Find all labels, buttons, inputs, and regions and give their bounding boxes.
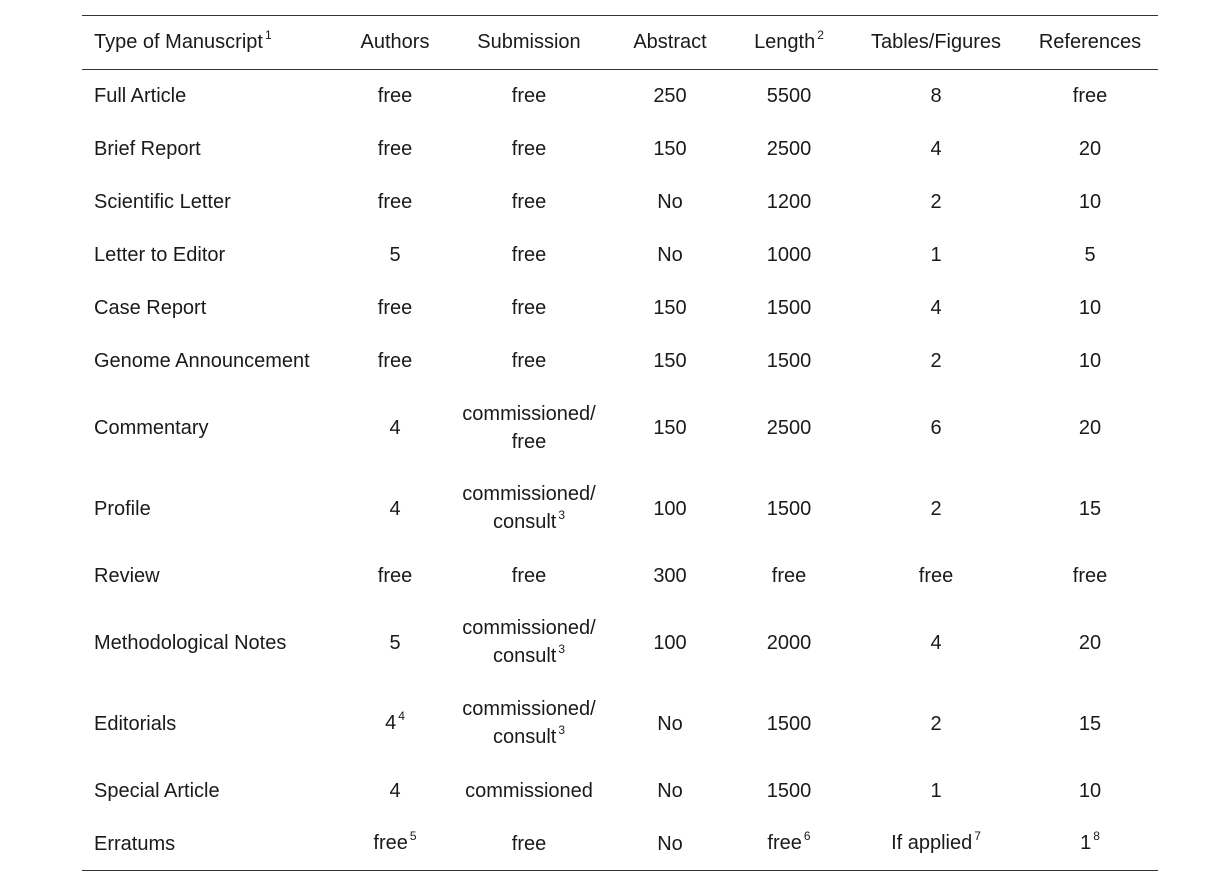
table-cell bbox=[446, 550, 612, 603]
table-cell bbox=[1022, 765, 1158, 818]
table-cell bbox=[344, 550, 446, 603]
table-header bbox=[82, 16, 1158, 70]
column-header bbox=[446, 16, 612, 70]
cell-text: 1500 bbox=[766, 498, 812, 520]
table-cell bbox=[612, 550, 728, 603]
manuscript-type-cell bbox=[82, 123, 344, 176]
cell-line: commissioned/ bbox=[462, 698, 596, 720]
table-cell bbox=[728, 70, 850, 123]
cell-text: No bbox=[657, 191, 683, 213]
cell-text: 2500 bbox=[766, 417, 812, 439]
cell-text: commissioned bbox=[465, 780, 593, 802]
cell-text: 2500 bbox=[766, 138, 812, 160]
cell-line-text: consult bbox=[492, 726, 557, 748]
table-cell bbox=[1022, 469, 1158, 550]
cell-text: Commentary bbox=[94, 417, 209, 439]
cell-text: free bbox=[511, 191, 547, 213]
cell-line: commissioned/ bbox=[462, 403, 596, 425]
cell-text: 1 bbox=[930, 780, 942, 802]
cell-text: 100 bbox=[653, 498, 687, 520]
table-cell bbox=[446, 388, 612, 469]
cell-text: 2 bbox=[930, 713, 942, 735]
table-cell bbox=[344, 176, 446, 229]
table-cell bbox=[612, 765, 728, 818]
column-header-label: Abstract bbox=[633, 31, 707, 53]
cell-text: free bbox=[1072, 85, 1108, 108]
manuscript-type-cell bbox=[82, 765, 344, 818]
cell-text: 10 bbox=[1078, 350, 1102, 372]
table-row bbox=[82, 388, 1158, 469]
manuscript-type-cell bbox=[82, 388, 344, 469]
cell-text: 1500 bbox=[766, 297, 812, 319]
table-cell bbox=[1022, 684, 1158, 765]
table-cell bbox=[446, 70, 612, 123]
table-cell bbox=[850, 282, 1022, 335]
table-cell bbox=[728, 469, 850, 550]
cell-text: No bbox=[657, 713, 683, 735]
table-cell bbox=[344, 388, 446, 469]
table-cell bbox=[612, 388, 728, 469]
cell-text: 4 bbox=[930, 297, 942, 319]
column-header-label: References bbox=[1038, 31, 1142, 53]
cell-text: Erratums bbox=[94, 832, 176, 855]
cell-text: free bbox=[767, 831, 802, 854]
cell-text: Full Article bbox=[94, 85, 187, 108]
table-cell bbox=[446, 603, 612, 684]
cell-text: No bbox=[657, 832, 683, 855]
table-row bbox=[82, 684, 1158, 765]
footnote-marker: 4 bbox=[398, 709, 405, 723]
manuscript-type-cell bbox=[82, 469, 344, 550]
footnote-marker: 5 bbox=[409, 828, 417, 843]
table-cell bbox=[850, 469, 1022, 550]
table-cell bbox=[612, 229, 728, 282]
cell-text: free bbox=[511, 832, 547, 855]
cell-text: 2 bbox=[930, 191, 942, 213]
table-row bbox=[82, 765, 1158, 818]
cell-text: 4 bbox=[930, 138, 942, 160]
column-header-label: Tables/Figures bbox=[870, 31, 1002, 53]
cell-text: free bbox=[1072, 565, 1108, 587]
cell-text: Scientific Letter bbox=[94, 191, 231, 213]
manuscript-type-cell bbox=[82, 176, 344, 229]
cell-text: 15 bbox=[1078, 713, 1102, 735]
cell-text: Review bbox=[94, 565, 160, 587]
table-cell bbox=[728, 123, 850, 176]
table-cell bbox=[446, 176, 612, 229]
table-cell bbox=[446, 684, 612, 765]
cell-text: Letter to Editor bbox=[94, 244, 226, 266]
manuscript-type-cell bbox=[82, 550, 344, 603]
cell-text: free bbox=[377, 297, 413, 319]
table-cell bbox=[728, 176, 850, 229]
footnote-marker: 3 bbox=[558, 508, 566, 522]
cell-line-text: free bbox=[511, 431, 547, 453]
table-cell bbox=[344, 765, 446, 818]
table-cell bbox=[1022, 550, 1158, 603]
column-header bbox=[728, 16, 850, 70]
cell-text: free bbox=[918, 565, 954, 587]
cell-text: 1500 bbox=[766, 713, 812, 735]
cell-text: free bbox=[377, 138, 413, 160]
cell-text: 2 bbox=[930, 350, 942, 372]
cell-text: 150 bbox=[653, 138, 687, 160]
table-row bbox=[82, 70, 1158, 123]
cell-line-2 bbox=[462, 508, 595, 538]
cell-text: 2000 bbox=[766, 632, 812, 654]
cell-text: free bbox=[377, 191, 413, 213]
table-cell bbox=[344, 123, 446, 176]
table-cell bbox=[612, 684, 728, 765]
table-cell bbox=[728, 765, 850, 818]
cell-text: 15 bbox=[1078, 498, 1102, 520]
cell-text: free bbox=[511, 85, 547, 108]
table-cell bbox=[850, 684, 1022, 765]
cell-text: 10 bbox=[1078, 191, 1102, 213]
manuscript-type-cell bbox=[82, 818, 344, 871]
table-cell bbox=[446, 765, 612, 818]
table-cell bbox=[850, 176, 1022, 229]
header-row bbox=[82, 16, 1158, 70]
table-cell bbox=[612, 335, 728, 388]
multiline-cell-text bbox=[462, 400, 595, 456]
table-body bbox=[82, 70, 1158, 871]
table-cell bbox=[344, 335, 446, 388]
cell-text: 1 bbox=[930, 244, 942, 266]
cell-text: 1000 bbox=[766, 244, 812, 266]
table-cell bbox=[850, 550, 1022, 603]
cell-text: free bbox=[771, 565, 807, 587]
table-cell bbox=[1022, 388, 1158, 469]
table-cell bbox=[728, 684, 850, 765]
table-cell bbox=[728, 335, 850, 388]
table-cell bbox=[612, 469, 728, 550]
table-cell bbox=[728, 818, 850, 871]
cell-text: Genome Announcement bbox=[94, 350, 310, 372]
cell-line-2 bbox=[462, 723, 595, 753]
table-row bbox=[82, 176, 1158, 229]
cell-text: No bbox=[657, 780, 683, 802]
table-cell bbox=[728, 603, 850, 684]
table-cell bbox=[850, 229, 1022, 282]
cell-text: Special Article bbox=[94, 780, 220, 802]
table-cell bbox=[612, 176, 728, 229]
cell-text: Case Report bbox=[94, 297, 207, 319]
table-cell bbox=[612, 282, 728, 335]
table-cell bbox=[850, 818, 1022, 871]
cell-text: 8 bbox=[930, 85, 942, 108]
footnote-marker: 2 bbox=[817, 28, 824, 42]
table-row bbox=[82, 469, 1158, 550]
cell-line-2 bbox=[462, 642, 595, 672]
manuscript-type-cell bbox=[82, 335, 344, 388]
table-cell bbox=[1022, 229, 1158, 282]
table-cell bbox=[612, 70, 728, 123]
multiline-cell-text bbox=[462, 614, 595, 672]
cell-text: No bbox=[657, 244, 683, 266]
table-row bbox=[82, 818, 1158, 871]
cell-text: 4 bbox=[930, 632, 942, 654]
cell-text: 20 bbox=[1078, 417, 1102, 439]
table-cell bbox=[446, 282, 612, 335]
cell-text: 1500 bbox=[766, 350, 812, 372]
table-cell bbox=[446, 469, 612, 550]
cell-line: commissioned/ bbox=[462, 483, 596, 505]
table-cell bbox=[728, 229, 850, 282]
table-cell bbox=[612, 818, 728, 871]
column-header-label: Submission bbox=[477, 31, 581, 53]
cell-text: Profile bbox=[94, 498, 151, 520]
table-cell bbox=[446, 818, 612, 871]
table-cell bbox=[344, 818, 446, 871]
table-cell bbox=[1022, 176, 1158, 229]
cell-line-text: consult bbox=[492, 645, 557, 667]
footnote-marker: 3 bbox=[558, 723, 566, 737]
table-cell bbox=[612, 123, 728, 176]
cell-text: 4 bbox=[389, 417, 401, 439]
column-header bbox=[1022, 16, 1158, 70]
table-row bbox=[82, 335, 1158, 388]
footnote-marker: 6 bbox=[803, 828, 811, 843]
column-header bbox=[82, 16, 344, 70]
column-header bbox=[344, 16, 446, 70]
cell-text: 150 bbox=[653, 417, 687, 439]
cell-text: 20 bbox=[1078, 632, 1102, 654]
cell-text: 10 bbox=[1078, 297, 1102, 319]
cell-text: 10 bbox=[1078, 780, 1102, 802]
table-cell bbox=[850, 388, 1022, 469]
column-header-label: Type of Manuscript bbox=[94, 31, 263, 53]
table-cell bbox=[850, 70, 1022, 123]
cell-text: 20 bbox=[1078, 138, 1102, 160]
table-cell bbox=[612, 603, 728, 684]
table-cell bbox=[344, 70, 446, 123]
cell-text: free bbox=[511, 138, 547, 160]
cell-text: free bbox=[511, 565, 547, 587]
table-cell bbox=[850, 123, 1022, 176]
table-row bbox=[82, 282, 1158, 335]
table-cell bbox=[1022, 282, 1158, 335]
table-cell bbox=[1022, 818, 1158, 871]
table-row bbox=[82, 123, 1158, 176]
cell-text: 5 bbox=[389, 244, 401, 266]
column-header bbox=[850, 16, 1022, 70]
manuscript-type-cell bbox=[82, 229, 344, 282]
cell-text: free bbox=[377, 565, 413, 587]
cell-text: 5 bbox=[1084, 244, 1096, 266]
table-cell bbox=[344, 282, 446, 335]
cell-text: 100 bbox=[653, 632, 687, 654]
cell-line-text: consult bbox=[492, 511, 557, 533]
table-cell bbox=[1022, 123, 1158, 176]
cell-text: 250 bbox=[653, 85, 687, 108]
cell-text: 5500 bbox=[766, 85, 812, 108]
table-cell bbox=[446, 123, 612, 176]
cell-text: Methodological Notes bbox=[94, 632, 287, 654]
footnote-marker: 7 bbox=[974, 828, 981, 843]
cell-text: 150 bbox=[653, 350, 687, 372]
table-cell bbox=[344, 684, 446, 765]
table-cell bbox=[728, 550, 850, 603]
table-row bbox=[82, 229, 1158, 282]
cell-text: free bbox=[511, 297, 547, 319]
cell-text: If applied bbox=[891, 831, 973, 854]
manuscript-type-cell bbox=[82, 684, 344, 765]
column-header-label: Authors bbox=[360, 31, 430, 53]
manuscript-types-table bbox=[82, 15, 1158, 871]
table-row bbox=[82, 550, 1158, 603]
column-header-label: Length bbox=[754, 31, 816, 53]
column-header bbox=[612, 16, 728, 70]
cell-text: free bbox=[377, 85, 413, 108]
cell-text: Brief Report bbox=[94, 138, 201, 160]
footnote-marker: 8 bbox=[1093, 828, 1100, 843]
manuscript-type-cell bbox=[82, 603, 344, 684]
table-cell bbox=[1022, 335, 1158, 388]
footnote-marker: 3 bbox=[558, 642, 566, 656]
cell-text: 4 bbox=[385, 712, 397, 734]
footnote-marker: 1 bbox=[264, 28, 272, 42]
cell-text: 150 bbox=[653, 297, 687, 319]
table-row bbox=[82, 603, 1158, 684]
cell-text: 1 bbox=[1080, 831, 1092, 854]
cell-text: 2 bbox=[930, 498, 942, 520]
cell-text: 4 bbox=[389, 780, 401, 802]
table-cell bbox=[446, 335, 612, 388]
cell-text: 4 bbox=[389, 498, 401, 520]
cell-text: free bbox=[377, 350, 413, 372]
manuscript-type-cell bbox=[82, 282, 344, 335]
table-cell bbox=[344, 603, 446, 684]
table-cell bbox=[850, 603, 1022, 684]
table-cell bbox=[446, 229, 612, 282]
table-cell bbox=[344, 229, 446, 282]
cell-line-2 bbox=[462, 428, 595, 456]
cell-line: commissioned/ bbox=[462, 617, 596, 639]
cell-text: free bbox=[511, 244, 547, 266]
cell-text: Editorials bbox=[94, 713, 177, 735]
table-cell bbox=[1022, 70, 1158, 123]
table-cell bbox=[728, 282, 850, 335]
cell-text: 1200 bbox=[766, 191, 812, 213]
table-cell bbox=[1022, 603, 1158, 684]
cell-text: 300 bbox=[653, 565, 687, 587]
cell-text: 5 bbox=[389, 632, 401, 654]
cell-text: 6 bbox=[930, 417, 942, 439]
multiline-cell-text bbox=[462, 695, 595, 753]
multiline-cell-text bbox=[462, 480, 595, 538]
cell-text: free bbox=[373, 831, 408, 854]
cell-text: 1500 bbox=[766, 780, 812, 802]
table-cell bbox=[850, 335, 1022, 388]
table-cell bbox=[344, 469, 446, 550]
table-cell bbox=[728, 388, 850, 469]
manuscript-type-cell bbox=[82, 70, 344, 123]
table-cell bbox=[850, 765, 1022, 818]
cell-text: free bbox=[511, 350, 547, 372]
